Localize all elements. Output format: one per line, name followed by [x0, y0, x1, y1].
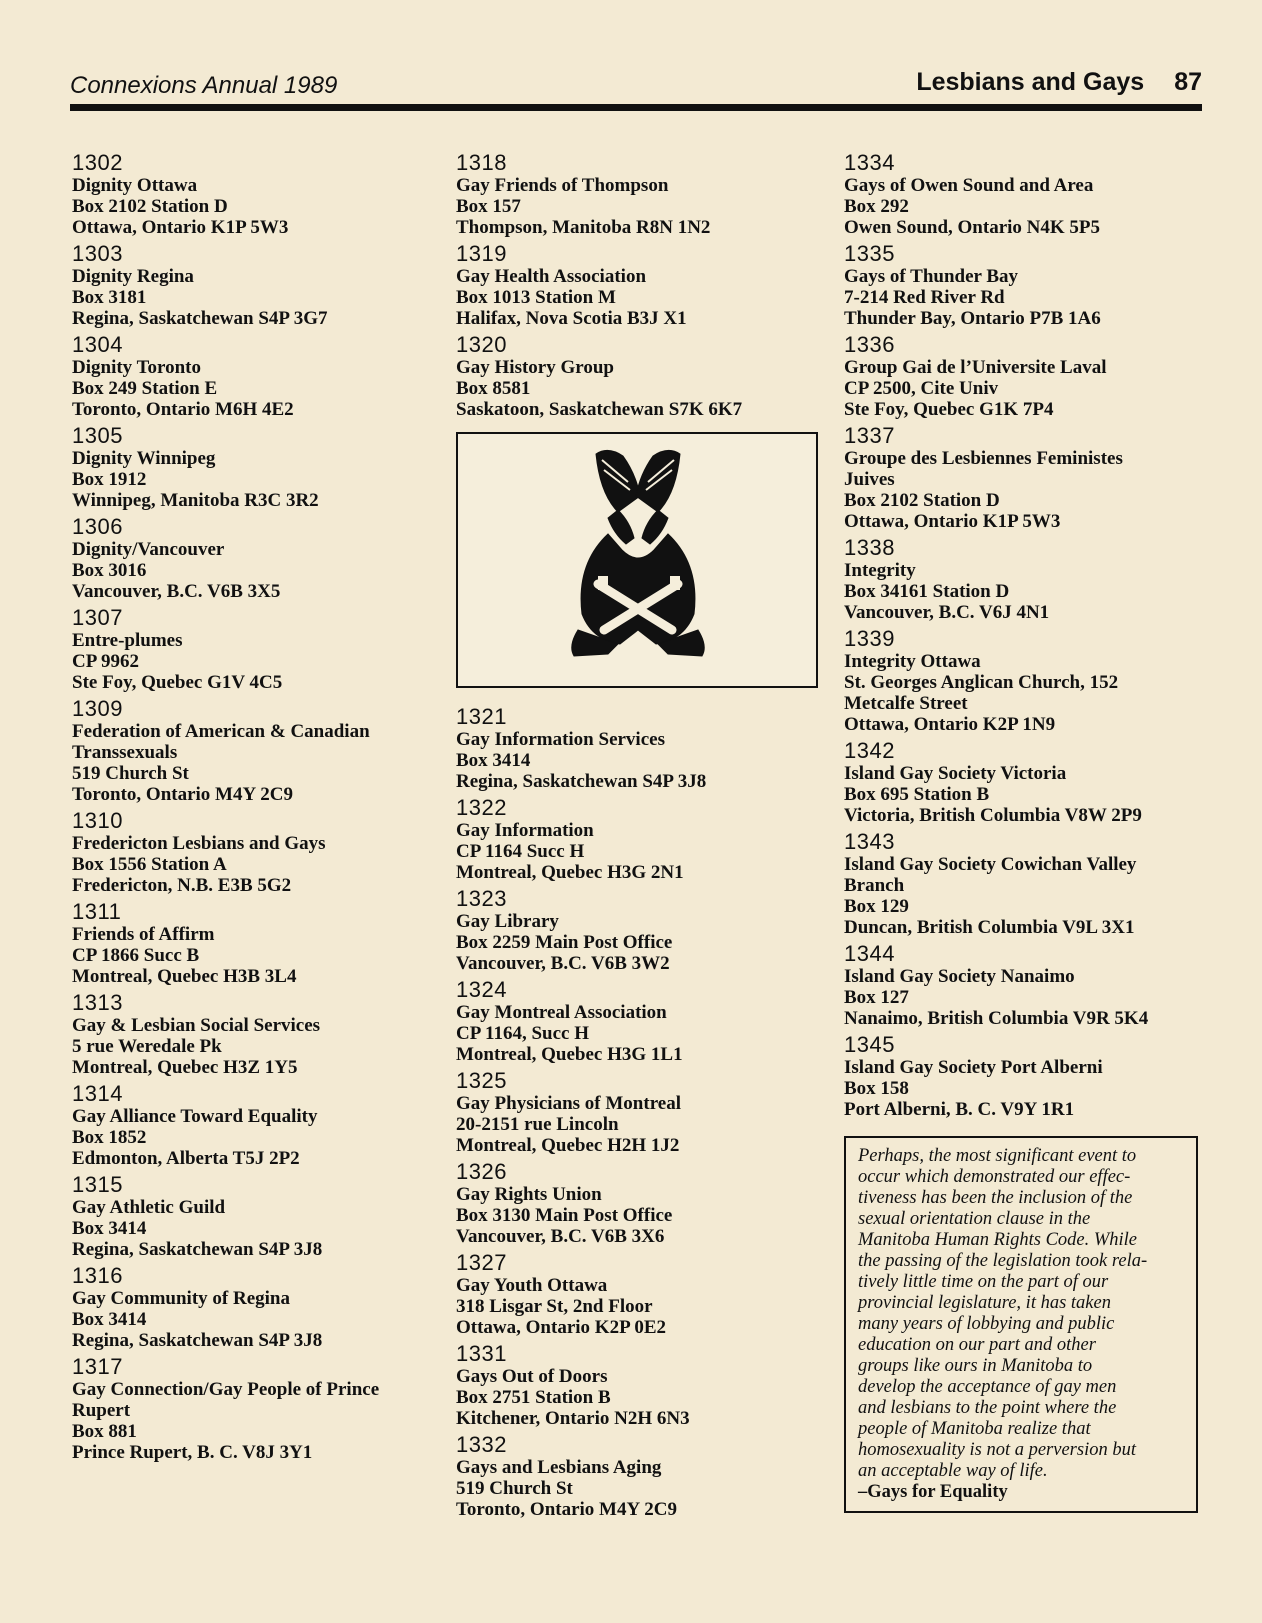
column-1	[72, 150, 442, 1466]
directory-entry	[456, 795, 826, 883]
entry-address-line: Box 3414	[456, 750, 531, 771]
entry-address-line: Box 3130 Main Post Office	[456, 1205, 673, 1226]
entry-address-line: CP 1164 Succ H	[456, 841, 585, 862]
entry-address-line: Box 249 Station E	[72, 378, 218, 399]
entry-address-line: Ste Foy, Quebec G1V 4C5	[72, 672, 283, 693]
quote-line: develop the acceptance of gay men	[858, 1377, 1117, 1397]
directory-entry	[456, 977, 826, 1065]
directory-entry	[844, 941, 1224, 1029]
directory-entry	[72, 1263, 442, 1351]
entry-number: 1307	[72, 605, 123, 630]
entry-address-line: Box 3414	[72, 1218, 147, 1239]
entry-number: 1326	[456, 1159, 507, 1184]
entry-name: Island Gay Society Cowichan Valley	[844, 854, 1137, 875]
entry-address-line: Montreal, Quebec H3G 1L1	[456, 1044, 683, 1065]
entry-number: 1325	[456, 1068, 507, 1093]
entry-number: 1305	[72, 423, 123, 448]
page-header	[70, 66, 1202, 106]
column-3	[844, 150, 1224, 1513]
entry-address-line: CP 9962	[72, 651, 140, 672]
entry-number: 1319	[456, 241, 507, 266]
entry-address-line: 519 Church St	[456, 1478, 573, 1499]
directory-entry	[844, 150, 1224, 238]
entry-address-line: Ottawa, Ontario K1P 5W3	[844, 511, 1061, 532]
entry-address-line: Box 292	[844, 196, 909, 217]
entry-address-line: Toronto, Ontario M4Y 2C9	[456, 1499, 677, 1520]
entry-number: 1327	[456, 1250, 507, 1275]
entry-name: Groupe des Lesbiennes Feministes	[844, 448, 1123, 469]
quote-line: groups like ours in Manitoba to	[858, 1356, 1093, 1376]
entry-number: 1337	[844, 423, 895, 448]
entry-address-line: Toronto, Ontario M6H 4E2	[72, 399, 294, 420]
quote-line: people of Manitoba realize that	[858, 1419, 1091, 1439]
entry-name: Island Gay Society Nanaimo	[844, 966, 1075, 987]
entry-address-line: Halifax, Nova Scotia B3J X1	[456, 308, 687, 329]
entry-address-line: Box 1013 Station M	[456, 287, 616, 308]
entry-address-line: Ottawa, Ontario K1P 5W3	[72, 217, 289, 238]
directory-entry	[844, 535, 1224, 623]
entry-name: Gay Montreal Association	[456, 1002, 667, 1023]
entry-address-line: Box 3414	[72, 1309, 147, 1330]
entry-number: 1322	[456, 795, 507, 820]
quote-line: provincial legislature, it has taken	[858, 1293, 1111, 1313]
entry-name: Gays Out of Doors	[456, 1366, 608, 1387]
entry-number: 1317	[72, 1354, 123, 1379]
entry-number: 1302	[72, 150, 123, 175]
entry-number: 1309	[72, 696, 123, 721]
entry-address-line: Juives	[844, 469, 895, 490]
entry-name: Entre-plumes	[72, 630, 183, 651]
entry-number: 1316	[72, 1263, 123, 1288]
entry-name: Island Gay Society Port Alberni	[844, 1057, 1103, 1078]
column-2	[456, 150, 826, 1523]
directory-entry	[456, 886, 826, 974]
entry-address-line: Box 8581	[456, 378, 531, 399]
entry-number: 1324	[456, 977, 507, 1002]
entry-number: 1310	[72, 808, 123, 833]
entry-address-line: CP 1866 Succ B	[72, 945, 200, 966]
entry-name: Friends of Affirm	[72, 924, 215, 945]
entry-number: 1306	[72, 514, 123, 539]
entry-address-line: Box 1556 Station A	[72, 854, 227, 875]
directory-entry	[72, 1172, 442, 1260]
entry-number: 1343	[844, 829, 895, 854]
directory-entry	[844, 332, 1224, 420]
entry-number: 1332	[456, 1432, 507, 1457]
entry-number: 1335	[844, 241, 895, 266]
entry-address-line: 5 rue Weredale Pk	[72, 1036, 222, 1057]
entry-address-line: Vancouver, B.C. V6B 3X6	[456, 1226, 665, 1247]
entry-address-line: Duncan, British Columbia V9L 3X1	[844, 917, 1135, 938]
directory-entry	[844, 423, 1224, 532]
quote-line: tively little time on the part of our	[858, 1272, 1109, 1292]
quote-line: education on our part and other	[858, 1335, 1096, 1355]
directory-entry	[456, 1432, 826, 1520]
entry-address-line: 20-2151 rue Lincoln	[456, 1114, 619, 1135]
entry-name: Fredericton Lesbians and Gays	[72, 833, 326, 854]
directory-entry	[72, 1354, 442, 1463]
directory-entry	[456, 241, 826, 329]
directory-entry	[72, 514, 442, 602]
directory-entry	[456, 332, 826, 420]
entry-number: 1331	[456, 1341, 507, 1366]
entry-address-line: Vancouver, B.C. V6B 3X5	[72, 581, 281, 602]
entry-number: 1311	[72, 899, 122, 924]
entry-address-line: Port Alberni, B. C. V9Y 1R1	[844, 1099, 1075, 1120]
directory-entry	[456, 1341, 826, 1429]
directory-entry	[72, 696, 442, 805]
entry-name: Gay Rights Union	[456, 1184, 602, 1205]
quote-line: tiveness has been the inclusion of the	[858, 1188, 1133, 1208]
entry-address-line: Regina, Saskatchewan S4P 3J8	[72, 1239, 323, 1260]
entry-address-line: Box 2259 Main Post Office	[456, 932, 673, 953]
entry-address-line: Toronto, Ontario M4Y 2C9	[72, 784, 293, 805]
entry-name: Dignity Toronto	[72, 357, 201, 378]
directory-entry	[72, 423, 442, 511]
entry-address-line: Montreal, Quebec H3G 2N1	[456, 862, 684, 883]
entry-name: Gay Alliance Toward Equality	[72, 1106, 318, 1127]
entry-number: 1323	[456, 886, 507, 911]
entry-name: Gay Connection/Gay People of Prince	[72, 1379, 380, 1400]
entry-address-line: 7-214 Red River Rd	[844, 287, 1005, 308]
entry-number: 1321	[456, 704, 507, 729]
directory-entry	[72, 605, 442, 693]
entry-address-line: Nanaimo, British Columbia V9R 5K4	[844, 1008, 1149, 1029]
entry-address-line: Montreal, Quebec H3B 3L4	[72, 966, 297, 987]
entry-address-line: Vancouver, B.C. V6J 4N1	[844, 602, 1050, 623]
entry-name: Gay Library	[456, 911, 559, 932]
directory-entry	[72, 808, 442, 896]
directory-entry	[456, 1159, 826, 1247]
quote-line: and lesbians to the point where the	[858, 1398, 1117, 1418]
entry-address-line: Thunder Bay, Ontario P7B 1A6	[844, 308, 1101, 329]
directory-entry	[72, 332, 442, 420]
quote-line: many years of lobbying and public	[858, 1314, 1115, 1334]
entry-address-line: Box 2102 Station D	[72, 196, 228, 217]
entry-name: Gay & Lesbian Social Services	[72, 1015, 321, 1036]
entry-address-line: Saskatoon, Saskatchewan S7K 6K7	[456, 399, 743, 420]
entry-number: 1336	[844, 332, 895, 357]
entry-name: Integrity Ottawa	[844, 651, 981, 672]
entry-address-line: Victoria, British Columbia V8W 2P9	[844, 805, 1142, 826]
entry-address-line: Box 3016	[72, 560, 147, 581]
entry-number: 1342	[844, 738, 895, 763]
entry-address-line: Montreal, Quebec H2H 1J2	[456, 1135, 680, 1156]
entry-name: Gays of Owen Sound and Area	[844, 175, 1094, 196]
publication-title: Connexions Annual 1989	[70, 72, 338, 99]
directory-entry	[72, 899, 442, 987]
entry-address-line: Thompson, Manitoba R8N 1N2	[456, 217, 711, 238]
entry-address-line: Box 1852	[72, 1127, 147, 1148]
entry-name: Dignity/Vancouver	[72, 539, 225, 560]
entry-name: Gay Friends of Thompson	[456, 175, 669, 196]
entry-address-line: St. Georges Anglican Church, 152	[844, 672, 1119, 693]
directory-entry	[456, 1068, 826, 1156]
entry-number: 1313	[72, 990, 123, 1015]
entry-address-line: CP 1164, Succ H	[456, 1023, 590, 1044]
quote-attribution: –Gays for Equality	[858, 1482, 1008, 1502]
entry-address-line: 318 Lisgar St, 2nd Floor	[456, 1296, 653, 1317]
entry-address-line: Regina, Saskatchewan S4P 3J8	[456, 771, 707, 792]
entry-number: 1320	[456, 332, 507, 357]
directory-entry	[844, 241, 1224, 329]
entry-address-line: Prince Rupert, B. C. V8J 3Y1	[72, 1442, 313, 1463]
entry-number: 1339	[844, 626, 895, 651]
entry-address-line: Box 3181	[72, 287, 147, 308]
entry-address-line: Ste Foy, Quebec G1K 7P4	[844, 399, 1054, 420]
entry-address-line: Box 2102 Station D	[844, 490, 1000, 511]
entry-name: Dignity Ottawa	[72, 175, 198, 196]
entry-address-line: Vancouver, B.C. V6B 3W2	[456, 953, 670, 974]
entry-name: Gay Youth Ottawa	[456, 1275, 608, 1296]
entry-address-line: CP 2500, Cite Univ	[844, 378, 999, 399]
entry-number: 1304	[72, 332, 123, 357]
section-title: Lesbians and Gays	[916, 68, 1145, 96]
directory-entry	[844, 1032, 1224, 1120]
quote-line: the passing of the legislation took rela-	[858, 1251, 1148, 1271]
entry-address-line: Box 127	[844, 987, 909, 1008]
directory-entry	[844, 626, 1224, 735]
header-rule	[70, 104, 1202, 111]
section-heading	[916, 68, 1202, 97]
entry-address-line: Box 34161 Station D	[844, 581, 1010, 602]
illustration-two-figures	[456, 432, 818, 688]
pull-quote	[844, 1136, 1198, 1513]
entry-name: Gay History Group	[456, 357, 614, 378]
entry-address-line: Metcalfe Street	[844, 693, 968, 714]
quote-line: sexual orientation clause in the	[858, 1209, 1091, 1229]
quote-line: Manitoba Human Rights Code. While	[858, 1230, 1138, 1250]
entry-number: 1338	[844, 535, 895, 560]
entry-name: Gay Information Services	[456, 729, 665, 750]
entry-name: Gay Physicians of Montreal	[456, 1093, 682, 1114]
quote-line: an acceptable way of life.	[858, 1461, 1048, 1481]
directory-entry	[72, 150, 442, 238]
entry-address-line: Montreal, Quebec H3Z 1Y5	[72, 1057, 298, 1078]
entry-address-line: Edmonton, Alberta T5J 2P2	[72, 1148, 300, 1169]
directory-entry	[72, 1081, 442, 1169]
entry-number: 1303	[72, 241, 123, 266]
entry-address-line: Ottawa, Ontario K2P 1N9	[844, 714, 1056, 735]
entry-name: Dignity Regina	[72, 266, 194, 287]
quote-line: Perhaps, the most significant event to	[858, 1146, 1137, 1166]
entry-address-line: Owen Sound, Ontario N4K 5P5	[844, 217, 1101, 238]
entry-address-line: Box 129	[844, 896, 909, 917]
entry-number: 1334	[844, 150, 895, 175]
entry-address-line: Regina, Saskatchewan S4P 3G7	[72, 308, 328, 329]
entry-name: Gay Community of Regina	[72, 1288, 290, 1309]
entry-address-line: Box 695 Station B	[844, 784, 990, 805]
entry-address-line: Box 1912	[72, 469, 147, 490]
entry-number: 1314	[72, 1081, 123, 1106]
entry-address-line: Box 2751 Station B	[456, 1387, 611, 1408]
entry-address-line: Transsexuals	[72, 742, 178, 763]
directory-entry	[844, 829, 1224, 938]
entry-address-line: Kitchener, Ontario N2H 6N3	[456, 1408, 690, 1429]
entry-name: Gay Information	[456, 820, 594, 841]
quote-line: occur which demonstrated our effec-	[858, 1167, 1131, 1187]
entry-name: Gay Health Association	[456, 266, 647, 287]
entry-address-line: Winnipeg, Manitoba R3C 3R2	[72, 490, 319, 511]
entry-name: Gay Athletic Guild	[72, 1197, 226, 1218]
entry-address-line: 519 Church St	[72, 763, 189, 784]
directory-entry	[72, 990, 442, 1078]
entry-address-line: Box 881	[72, 1421, 137, 1442]
directory-entry	[456, 150, 826, 238]
entry-name: Group Gai de l’Universite Laval	[844, 357, 1107, 378]
entry-name: Integrity	[844, 560, 916, 581]
entry-name: Gays of Thunder Bay	[844, 266, 1019, 287]
entry-name: Island Gay Society Victoria	[844, 763, 1067, 784]
entry-address-line: Rupert	[72, 1400, 131, 1421]
directory-entry	[456, 704, 826, 792]
entry-number: 1315	[72, 1172, 123, 1197]
entry-number: 1344	[844, 941, 895, 966]
entry-address-line: Fredericton, N.B. E3B 5G2	[72, 875, 292, 896]
entry-address-line: Ottawa, Ontario K2P 0E2	[456, 1317, 667, 1338]
entry-number: 1318	[456, 150, 507, 175]
quote-line: homosexuality is not a perversion but	[858, 1440, 1136, 1460]
entry-name: Dignity Winnipeg	[72, 448, 216, 469]
page-number: 87	[1174, 68, 1202, 96]
entry-number: 1345	[844, 1032, 895, 1057]
entry-address-line: Box 158	[844, 1078, 909, 1099]
entry-name: Gays and Lesbians Aging	[456, 1457, 662, 1478]
entry-address-line: Box 157	[456, 196, 521, 217]
directory-entry	[844, 738, 1224, 826]
entry-address-line: Regina, Saskatchewan S4P 3J8	[72, 1330, 323, 1351]
entry-address-line: Branch	[844, 875, 905, 896]
directory-entry	[456, 1250, 826, 1338]
entry-name: Federation of American & Canadian	[72, 721, 370, 742]
directory-entry	[72, 241, 442, 329]
